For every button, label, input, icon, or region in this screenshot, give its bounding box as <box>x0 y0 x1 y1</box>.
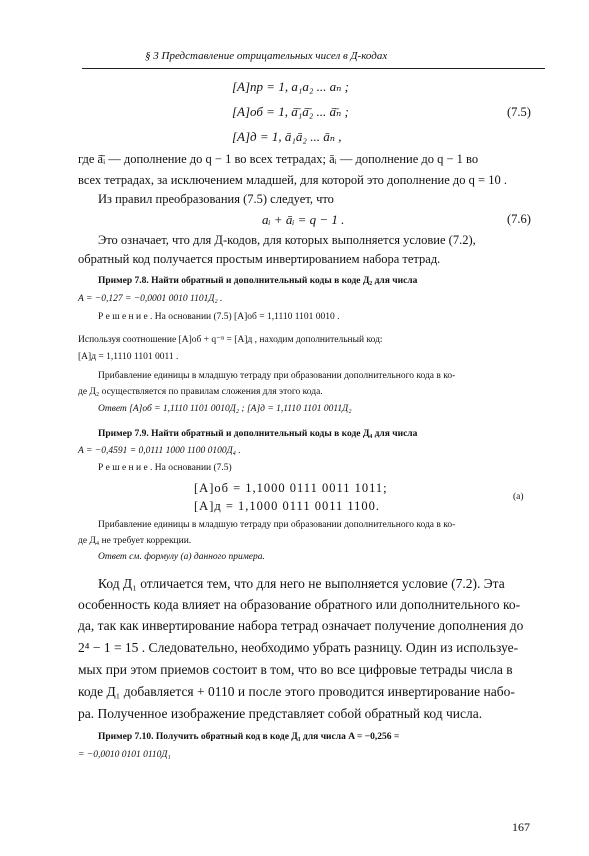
page-number: 167 <box>512 820 530 834</box>
paragraph-4-line4: 2⁴ − 1 = 15 . Следовательно, необходимо убрать разницу. Один из используе- <box>78 640 519 655</box>
paragraph-4-line3: да, так как инвертирование набора тетрад означает получение дополнения до <box>78 618 524 633</box>
paragraph-4-line6: коде Д₁ добавляется + 0110 и после этого проводится инвертирование набо- <box>78 684 515 699</box>
example-7-9-note-line1: Прибавление единицы в младшую тетраду при образовании дополнительного кода в ко- <box>98 520 456 530</box>
paragraph-1-line1: где ā̄ᵢ — дополнение до q − 1 во всех тетрадах; āᵢ — дополнение до q − 1 во <box>78 152 479 166</box>
example-7-9-number: A = −0,4591 = 0,0111 1000 1100 0100Д₄ . <box>78 446 241 456</box>
running-header: § 3 Представление отрицательных чисел в Д-кодах <box>145 50 388 62</box>
paragraph-4-line2: особенность кода влияет на образование обратного или дополнительного ко- <box>78 597 521 612</box>
paragraph-2: Из правил преобразования (7.5) следует, что <box>98 192 334 206</box>
example-7-10-number: = −0,0010 0101 0110Д₁ <box>78 750 171 760</box>
paragraph-3-line2: обратный код получается простым инвертированием набора тетрад. <box>78 252 441 266</box>
formula-7-5-line1: [A]пр = 1, a₁a₂ ... aₙ ; <box>232 79 349 94</box>
example-7-9-label: (а) <box>513 492 524 502</box>
example-7-8-result: [A]д = 1,1110 1101 0011 . <box>78 352 179 362</box>
formula-7-5-label: (7.5) <box>507 105 531 119</box>
example-7-8-answer: Ответ [A]об = 1,1110 1101 0010Д₂ ; [A]д = 1,1110 1101 0011Д₂ <box>98 404 352 414</box>
example-7-9-eq1: [A]об = 1,1000 0111 0011 1011; <box>194 481 388 495</box>
example-7-8-number: A = −0,127 = −0,0001 0010 1101Д₂ . <box>78 294 223 304</box>
formula-7-5-line3: [A]д = 1, ā₁ā₂ ... āₙ , <box>232 129 342 144</box>
example-7-9-answer: Ответ см. формулу (а) данного примера. <box>98 552 265 562</box>
example-7-9-note-line2: де Д₄ не требует коррекции. <box>78 536 192 546</box>
example-7-9-eq2: [A]д = 1,1000 0111 0011 1100. <box>194 499 381 513</box>
example-7-9-title: Пример 7.9. Найти обратный и дополнительный коды в коде Д₄ для числа <box>98 429 418 439</box>
header-rule <box>82 68 545 69</box>
example-7-8-solution: Р е ш е н и е . На основании (7.5) [A]об = 1,1110 1101 0010 . <box>98 312 340 322</box>
example-7-8-relation: Используя соотношение [A]об + q⁻ⁿ = [A]д , находим дополнительный код: <box>78 335 383 345</box>
paragraph-4-line5: мых при этом приемов состоит в том, что во все цифровые тетрады числа в <box>78 662 513 677</box>
formula-7-6: aᵢ + āᵢ = q − 1 . <box>262 212 345 227</box>
formula-7-5-line2: [A]об = 1, ā̄₁ā̄₂ ... ā̄ₙ ; <box>232 104 349 119</box>
paragraph-4-line7: ра. Полученное изображение представляет собой обратный код числа. <box>78 706 483 721</box>
formula-7-6-label: (7.6) <box>507 212 531 226</box>
paragraph-4-line1: Код Д₁ отличается тем, что для него не выполняется условие (7.2). Эта <box>98 576 505 591</box>
example-7-10-title: Пример 7.10. Получить обратный код в коде Д₁ для числа A = −0,256 = <box>98 732 400 742</box>
example-7-8-note-line1: Прибавление единицы в младшую тетраду при образовании дополнительного кода в ко- <box>98 371 456 381</box>
paragraph-1-line2: всех тетрадах, за исключением младшей, для которой это дополнение до q = 10 . <box>78 173 507 187</box>
example-7-8-title: Пример 7.8. Найти обратный и дополнительный коды в коде Д₂ для числа <box>98 276 418 286</box>
example-7-8-note-line2: де Д₂ осуществляется по правилам сложения для этого кода. <box>78 387 323 397</box>
paragraph-3-line1: Это означает, что для Д-кодов, для которых выполняется условие (7.2), <box>98 233 476 247</box>
example-7-9-solution: Р е ш е н и е . На основании (7.5) <box>98 463 232 473</box>
